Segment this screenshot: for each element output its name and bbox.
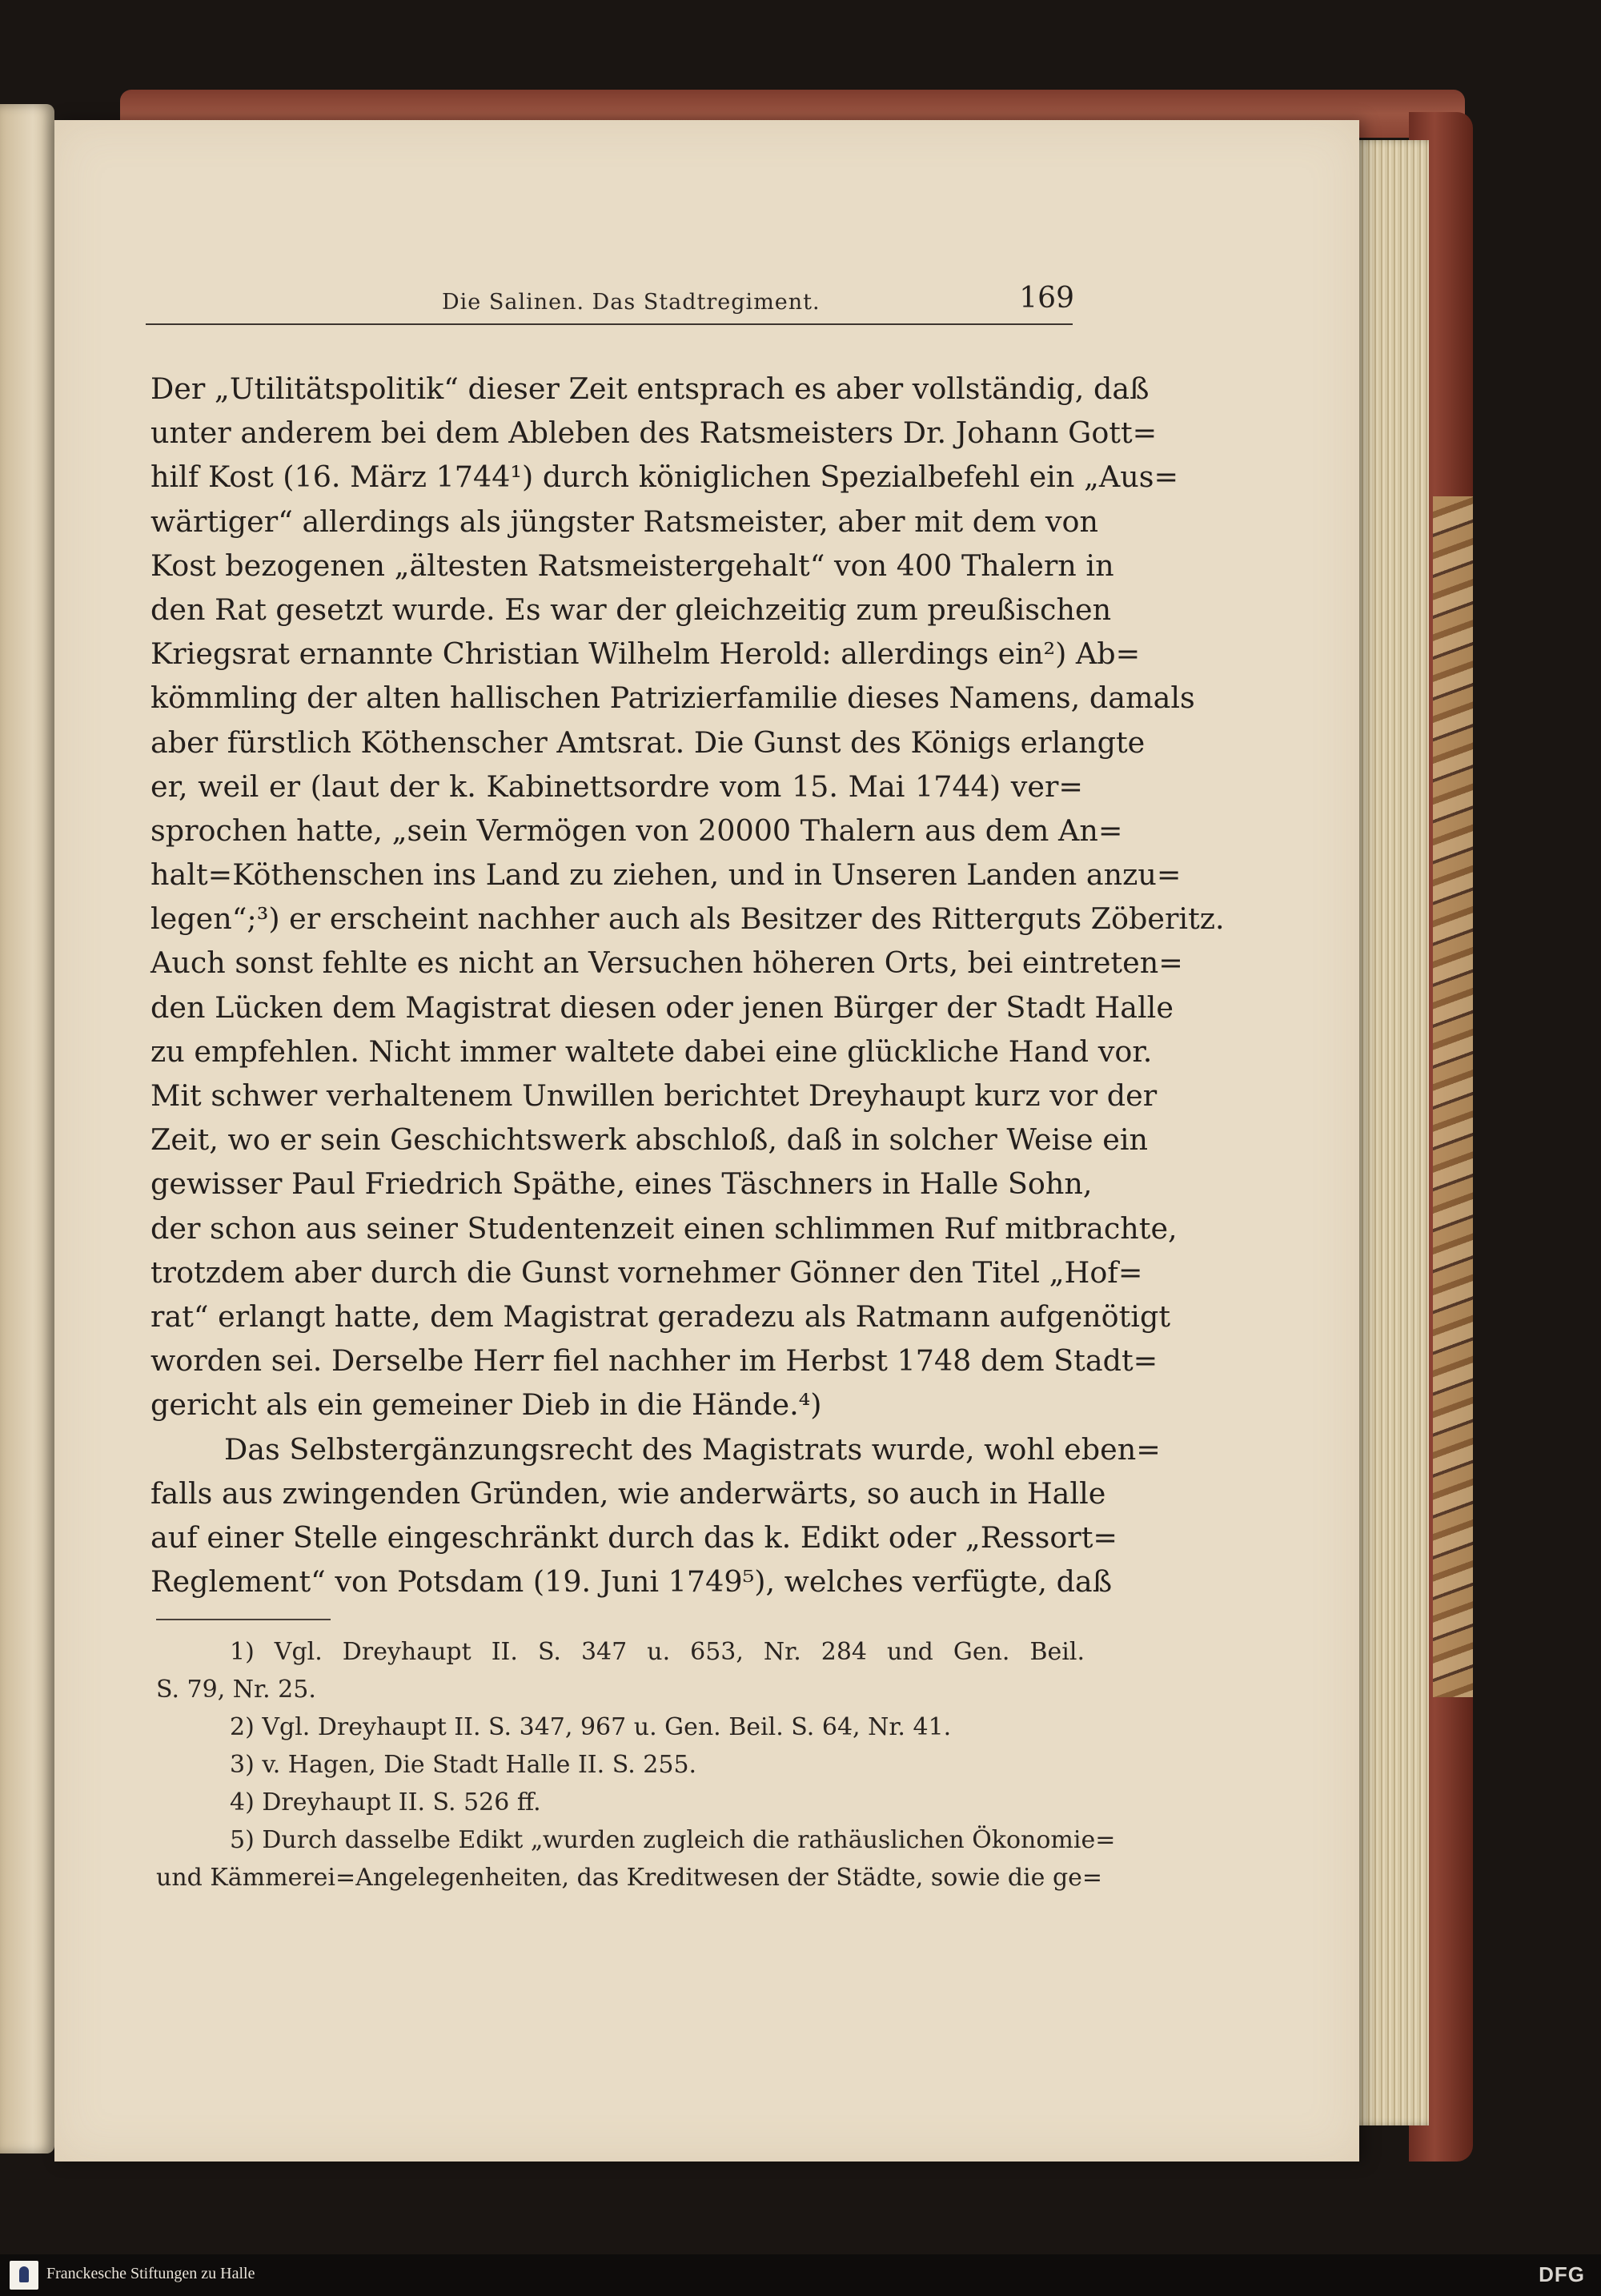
page-number: 169: [1019, 282, 1074, 315]
footnote-line: 1) Vgl. Dreyhaupt II. S. 347 u. 653, Nr. 284 und Gen. Beil.: [230, 1638, 1085, 1666]
text-line: zu empfehlen. Nicht immer waltete dabei eine glückliche Hand vor.: [150, 1034, 1153, 1069]
text-line: Kost bezogenen „ältesten Ratsmeistergehalt“ von 400 Thalern in: [150, 548, 1114, 583]
text-line: den Lücken dem Magistrat diesen oder jenen Bürger der Stadt Halle: [150, 989, 1174, 1025]
footnote-line: und Kämmerei=Angelegenheiten, das Kreditwesen der Städte, sowie die ge=: [156, 1864, 1103, 1892]
text-line: Zeit, wo er sein Geschichtswerk abschloß, daß in solcher Weise ein: [150, 1122, 1149, 1158]
dfg-logo: DFG: [1539, 2262, 1585, 2286]
text-line: Der „Utilitätspolitik“ dieser Zeit entsprach es aber vollständig, daß: [150, 371, 1150, 406]
footnote-line: 3) v. Hagen, Die Stadt Halle II. S. 255.: [230, 1751, 697, 1779]
header-rule: [146, 323, 1073, 325]
text-line: kömmling der alten hallischen Patrizierfamilie dieses Namens, damals: [150, 680, 1195, 716]
foundation-logo-icon: [10, 2261, 38, 2290]
body-text: [150, 367, 1225, 1604]
text-line: wärtiger“ allerdings als jüngster Ratsmeister, aber mit dem von: [150, 504, 1099, 539]
text-line: falls aus zwingenden Gründen, wie anderwärts, so auch in Halle: [150, 1475, 1106, 1511]
footnote-line: 2) Vgl. Dreyhaupt II. S. 347, 967 u. Gen. Beil. S. 64, Nr. 41.: [230, 1713, 952, 1741]
running-head: [146, 282, 1074, 325]
page-block-edges: [1353, 140, 1429, 2125]
footnote-line: S. 79, Nr. 25.: [156, 1676, 316, 1704]
text-line: Das Selbstergänzungsrecht des Magistrats wurde, wohl eben=: [224, 1431, 1161, 1467]
text-line: gericht als ein gemeiner Dieb in die Hände.⁴): [150, 1387, 822, 1423]
text-line: Auch sonst fehlte es nicht an Versuchen höheren Orts, bei eintreten=: [150, 945, 1183, 981]
footnote-rule: [156, 1619, 331, 1620]
text-line: halt=Köthenschen ins Land zu ziehen, und in Unseren Landen anzu=: [150, 857, 1182, 893]
running-head-title: Die Salinen. Das Stadtregiment.: [442, 290, 821, 315]
text-line: aber fürstlich Köthenscher Amtsrat. Die Gunst des Königs erlangte: [150, 725, 1146, 760]
footnote-line: 5) Durch dasselbe Edikt „wurden zugleich die rathäuslichen Ökonomie=: [230, 1826, 1116, 1854]
credit-bar: [0, 2254, 1601, 2296]
footnotes: [156, 1633, 1116, 1897]
text-line: gewisser Paul Friedrich Späthe, eines Täschners in Halle Sohn,: [150, 1166, 1093, 1202]
text-line: den Rat gesetzt wurde. Es war der gleichzeitig zum preußischen: [150, 592, 1112, 627]
text-line: worden sei. Derselbe Herr fiel nachher im Herbst 1748 dem Stadt=: [150, 1343, 1158, 1379]
text-line: unter anderem bei dem Ableben des Ratsmeisters Dr. Johann Gott=: [150, 415, 1158, 451]
text-line: der schon aus seiner Studentenzeit einen schlimmen Ruf mitbrachte,: [150, 1210, 1178, 1246]
text-line: Mit schwer verhaltenem Unwillen berichtet Dreyhaupt kurz vor der: [150, 1078, 1158, 1113]
text-line: sprochen hatte, „sein Vermögen von 20000 Thalern aus dem An=: [150, 813, 1123, 848]
text-line: rat“ erlangt hatte, dem Magistrat geradezu als Ratmann aufgenötigt: [150, 1299, 1170, 1334]
text-line: Kriegsrat ernannte Christian Wilhelm Herold: allerdings ein²) Ab=: [150, 636, 1141, 672]
footnote-line: 4) Dreyhaupt II. S. 526 ff.: [230, 1788, 541, 1816]
text-line: Reglement“ von Potsdam (19. Juni 1749⁵), welches verfügte, daß: [150, 1564, 1113, 1600]
text-line: hilf Kost (16. März 1744¹) durch königlichen Spezialbefehl ein „Aus=: [150, 460, 1179, 495]
institution-credit: Franckesche Stiftungen zu Halle: [46, 2265, 255, 2282]
text-line: trotzdem aber durch die Gunst vornehmer Gönner den Titel „Hof=: [150, 1254, 1143, 1290]
marbled-board: [1433, 496, 1473, 1697]
text-line: legen“;³) er erscheint nachher auch als Besitzer des Ritterguts Zöberitz.: [150, 901, 1225, 937]
left-facing-page-edge: [0, 104, 54, 2154]
text-line: auf einer Stelle eingeschränkt durch das k. Edikt oder „Ressort=: [150, 1519, 1118, 1555]
text-line: er, weil er (laut der k. Kabinettsordre vom 15. Mai 1744) ver=: [150, 769, 1083, 804]
